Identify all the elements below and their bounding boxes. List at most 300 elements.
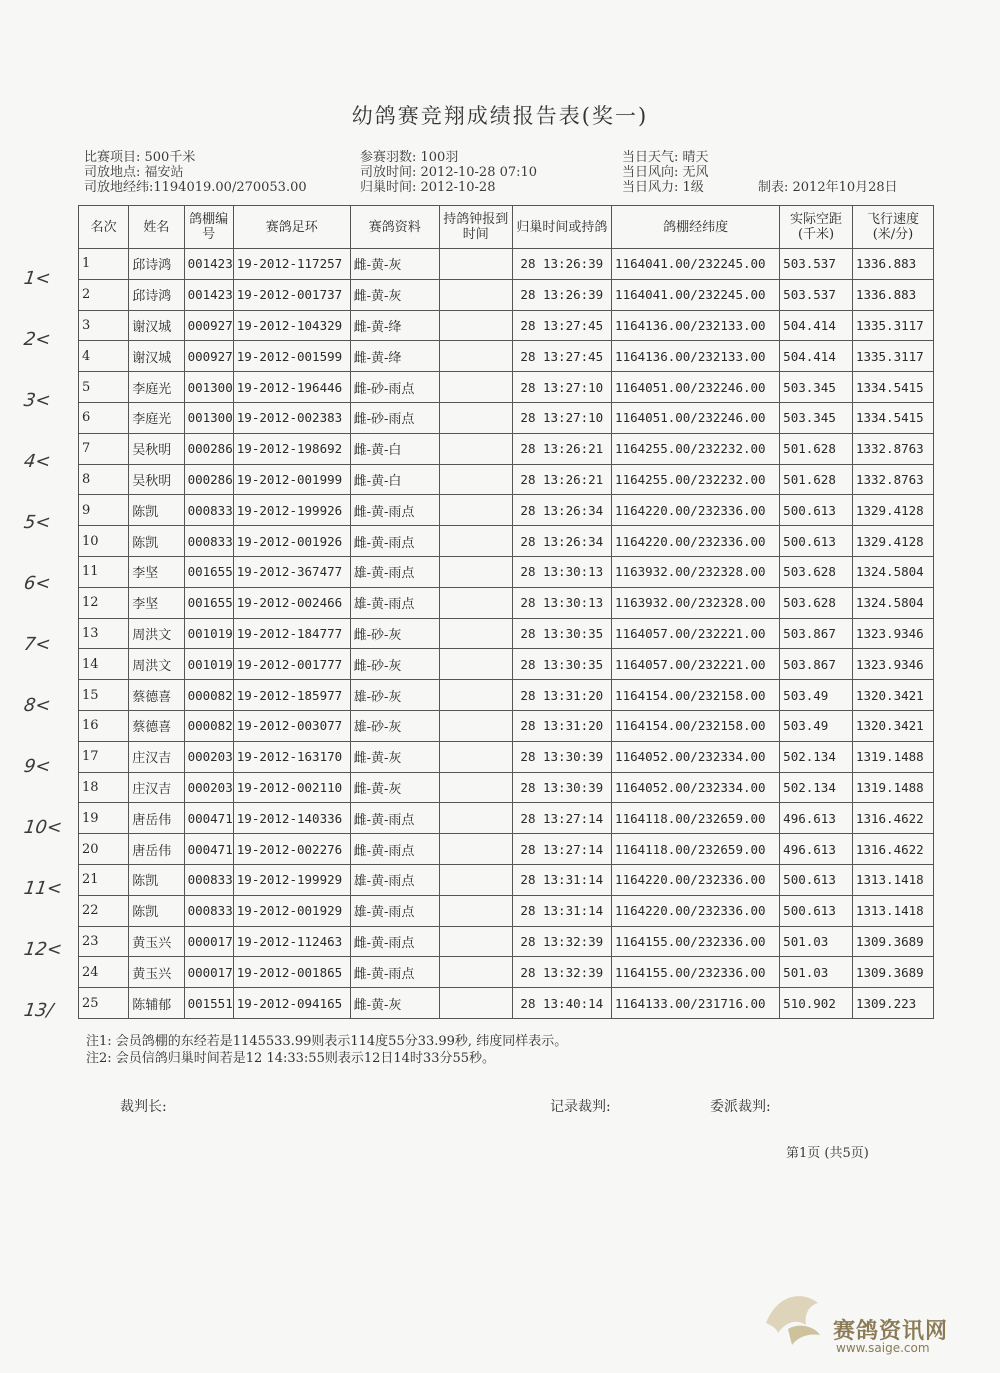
race-item: 比赛项目: 500千米 bbox=[84, 150, 196, 165]
cell-ring: 19-2012-001777 bbox=[233, 649, 350, 680]
cell-loft-no: 001655 bbox=[184, 587, 233, 618]
table-row bbox=[79, 957, 934, 988]
cell-rank: 2 bbox=[79, 279, 129, 310]
table-row bbox=[79, 341, 934, 372]
cell-distance: 500.613 bbox=[780, 864, 853, 895]
cell-speed: 1309.3689 bbox=[852, 957, 933, 988]
cell-arrival: 28 13:26:21 bbox=[512, 464, 611, 495]
meta-col3 bbox=[622, 150, 709, 195]
table-row bbox=[79, 249, 934, 280]
cell-name: 谢汉城 bbox=[129, 310, 184, 341]
cell-speed: 1323.9346 bbox=[852, 649, 933, 680]
cell-coordinates: 1164220.00/232336.00 bbox=[612, 495, 780, 526]
table-row bbox=[79, 864, 934, 895]
cell-arrival: 28 13:27:14 bbox=[512, 834, 611, 865]
cell-pigeon-info: 雌-黄-灰 bbox=[350, 772, 439, 803]
cell-distance: 503.49 bbox=[780, 680, 853, 711]
cell-clock-time bbox=[439, 310, 512, 341]
cell-loft-no: 001300 bbox=[184, 372, 233, 403]
cell-clock-time bbox=[439, 556, 512, 587]
table-row bbox=[79, 926, 934, 957]
cell-name: 谢汉城 bbox=[129, 341, 184, 372]
cell-name: 周洪文 bbox=[129, 618, 184, 649]
cell-loft-no: 000017 bbox=[184, 926, 233, 957]
cell-distance: 503.537 bbox=[780, 249, 853, 280]
header-arrival: 归巢时间或持鸽 bbox=[512, 206, 611, 249]
cell-coordinates: 1163932.00/232328.00 bbox=[612, 587, 780, 618]
entry-count: 参赛羽数: 100羽 bbox=[360, 150, 459, 165]
table-row bbox=[79, 556, 934, 587]
cell-speed: 1335.3117 bbox=[852, 341, 933, 372]
cell-speed: 1324.5804 bbox=[852, 556, 933, 587]
cell-loft-no: 000203 bbox=[184, 772, 233, 803]
cell-rank: 15 bbox=[79, 680, 129, 711]
table-row bbox=[79, 587, 934, 618]
cell-ring: 19-2012-112463 bbox=[233, 926, 350, 957]
handwritten-mark: 1< bbox=[22, 268, 53, 289]
handwritten-mark: 6< bbox=[22, 573, 53, 594]
cell-loft-no: 000082 bbox=[184, 680, 233, 711]
cell-arrival: 28 13:32:39 bbox=[512, 926, 611, 957]
cell-ring: 19-2012-001599 bbox=[233, 341, 350, 372]
cell-rank: 9 bbox=[79, 495, 129, 526]
cell-arrival: 28 13:27:45 bbox=[512, 341, 611, 372]
cell-rank: 23 bbox=[79, 926, 129, 957]
cell-clock-time bbox=[439, 372, 512, 403]
cell-name: 蔡德喜 bbox=[129, 710, 184, 741]
cell-pigeon-info: 雌-黄-灰 bbox=[350, 279, 439, 310]
cell-clock-time bbox=[439, 279, 512, 310]
cell-ring: 19-2012-199929 bbox=[233, 864, 350, 895]
table-row bbox=[79, 834, 934, 865]
header-clock-time: 持鸽钟报到时间 bbox=[439, 206, 512, 249]
cell-speed: 1324.5804 bbox=[852, 587, 933, 618]
cell-ring: 19-2012-001926 bbox=[233, 526, 350, 557]
cell-arrival: 28 13:27:45 bbox=[512, 310, 611, 341]
cell-pigeon-info: 雌-黄-灰 bbox=[350, 988, 439, 1019]
release-time: 司放时间: 2012-10-28 07:10 bbox=[360, 165, 538, 180]
cell-ring: 19-2012-117257 bbox=[233, 249, 350, 280]
cell-ring: 19-2012-163170 bbox=[233, 741, 350, 772]
cell-rank: 8 bbox=[79, 464, 129, 495]
header-name: 姓名 bbox=[129, 206, 184, 249]
cell-loft-no: 000927 bbox=[184, 310, 233, 341]
cell-name: 周洪文 bbox=[129, 649, 184, 680]
cell-coordinates: 1164154.00/232158.00 bbox=[612, 710, 780, 741]
table-row bbox=[79, 279, 934, 310]
table-row bbox=[79, 372, 934, 403]
cell-loft-no: 000471 bbox=[184, 834, 233, 865]
cell-distance: 496.613 bbox=[780, 803, 853, 834]
cell-ring: 19-2012-196446 bbox=[233, 372, 350, 403]
cell-clock-time bbox=[439, 587, 512, 618]
cell-name: 李坚 bbox=[129, 587, 184, 618]
header-pigeon-info: 赛鸽资料 bbox=[350, 206, 439, 249]
cell-name: 蔡德喜 bbox=[129, 680, 184, 711]
cell-speed: 1329.4128 bbox=[852, 495, 933, 526]
cell-arrival: 28 13:26:34 bbox=[512, 526, 611, 557]
cell-rank: 22 bbox=[79, 895, 129, 926]
cell-rank: 24 bbox=[79, 957, 129, 988]
cell-rank: 17 bbox=[79, 741, 129, 772]
cell-distance: 502.134 bbox=[780, 741, 853, 772]
cell-distance: 501.628 bbox=[780, 433, 853, 464]
cell-speed: 1320.3421 bbox=[852, 710, 933, 741]
cell-loft-no: 000286 bbox=[184, 464, 233, 495]
cell-clock-time bbox=[439, 680, 512, 711]
cell-ring: 19-2012-003077 bbox=[233, 710, 350, 741]
cell-loft-no: 001551 bbox=[184, 988, 233, 1019]
cell-rank: 20 bbox=[79, 834, 129, 865]
cell-arrival: 28 13:26:39 bbox=[512, 249, 611, 280]
wind-direction: 当日风向: 无风 bbox=[622, 165, 709, 180]
table-row bbox=[79, 680, 934, 711]
cell-pigeon-info: 雌-黄-绛 bbox=[350, 341, 439, 372]
cell-loft-no: 001423 bbox=[184, 279, 233, 310]
cell-loft-no: 000203 bbox=[184, 741, 233, 772]
cell-arrival: 28 13:31:20 bbox=[512, 710, 611, 741]
cell-rank: 6 bbox=[79, 402, 129, 433]
cell-loft-no: 001019 bbox=[184, 618, 233, 649]
cell-name: 庄汉吉 bbox=[129, 741, 184, 772]
cell-distance: 501.03 bbox=[780, 926, 853, 957]
cell-rank: 18 bbox=[79, 772, 129, 803]
cell-speed: 1320.3421 bbox=[852, 680, 933, 711]
cell-coordinates: 1164052.00/232334.00 bbox=[612, 772, 780, 803]
cell-speed: 1332.8763 bbox=[852, 433, 933, 464]
cell-loft-no: 000833 bbox=[184, 895, 233, 926]
cell-coordinates: 1164118.00/232659.00 bbox=[612, 834, 780, 865]
cell-coordinates: 1164220.00/232336.00 bbox=[612, 526, 780, 557]
made-date: 制表: 2012年10月28日 bbox=[758, 180, 898, 195]
cell-distance: 504.414 bbox=[780, 310, 853, 341]
table-row bbox=[79, 895, 934, 926]
header-loft-no: 鸽棚编号 bbox=[184, 206, 233, 249]
cell-coordinates: 1164057.00/232221.00 bbox=[612, 649, 780, 680]
cell-arrival: 28 13:40:14 bbox=[512, 988, 611, 1019]
cell-name: 吴秋明 bbox=[129, 464, 184, 495]
table-header-row bbox=[79, 206, 934, 249]
cell-distance: 503.49 bbox=[780, 710, 853, 741]
cell-ring: 19-2012-002110 bbox=[233, 772, 350, 803]
cell-name: 唐岳伟 bbox=[129, 834, 184, 865]
cell-loft-no: 000833 bbox=[184, 495, 233, 526]
cell-clock-time bbox=[439, 464, 512, 495]
header-coordinates: 鸽棚经纬度 bbox=[612, 206, 780, 249]
cell-clock-time bbox=[439, 803, 512, 834]
cell-name: 吴秋明 bbox=[129, 433, 184, 464]
cell-rank: 19 bbox=[79, 803, 129, 834]
meta-col2 bbox=[360, 150, 537, 195]
cell-name: 李庭光 bbox=[129, 402, 184, 433]
cell-rank: 12 bbox=[79, 587, 129, 618]
cell-coordinates: 1164154.00/232158.00 bbox=[612, 680, 780, 711]
cell-pigeon-info: 雌-黄-灰 bbox=[350, 249, 439, 280]
table-row bbox=[79, 433, 934, 464]
handwritten-mark: 3< bbox=[22, 390, 53, 411]
cell-ring: 19-2012-185977 bbox=[233, 680, 350, 711]
cell-rank: 5 bbox=[79, 372, 129, 403]
cell-ring: 19-2012-001737 bbox=[233, 279, 350, 310]
release-location: 司放地点: 福安站 bbox=[84, 165, 184, 180]
cell-speed: 1335.3117 bbox=[852, 310, 933, 341]
cell-ring: 19-2012-367477 bbox=[233, 556, 350, 587]
cell-clock-time bbox=[439, 957, 512, 988]
cell-speed: 1309.223 bbox=[852, 988, 933, 1019]
table-row bbox=[79, 495, 934, 526]
table-row bbox=[79, 649, 934, 680]
cell-speed: 1336.883 bbox=[852, 249, 933, 280]
page-title: 幼鸽赛竞翔成绩报告表(奖一) bbox=[351, 104, 649, 128]
cell-coordinates: 1164133.00/231716.00 bbox=[612, 988, 780, 1019]
cell-clock-time bbox=[439, 834, 512, 865]
cell-speed: 1316.4622 bbox=[852, 803, 933, 834]
cell-ring: 19-2012-002466 bbox=[233, 587, 350, 618]
table-row bbox=[79, 772, 934, 803]
cell-name: 唐岳伟 bbox=[129, 803, 184, 834]
cell-ring: 19-2012-001865 bbox=[233, 957, 350, 988]
cell-arrival: 28 13:31:14 bbox=[512, 864, 611, 895]
header-rank: 名次 bbox=[79, 206, 129, 249]
cell-clock-time bbox=[439, 433, 512, 464]
watermark-url: www.saige.com bbox=[836, 1341, 930, 1355]
cell-distance: 503.537 bbox=[780, 279, 853, 310]
weather: 当日天气: 晴天 bbox=[622, 150, 709, 165]
cell-clock-time bbox=[439, 926, 512, 957]
cell-pigeon-info: 雌-黄-雨点 bbox=[350, 803, 439, 834]
cell-pigeon-info: 雌-黄-雨点 bbox=[350, 957, 439, 988]
cell-name: 陈凯 bbox=[129, 526, 184, 557]
handwritten-mark: 12< bbox=[22, 939, 64, 960]
cell-speed: 1313.1418 bbox=[852, 864, 933, 895]
note-1: 注1: 会员鸽棚的东经若是1145533.99则表示114度55分33.99秒, 纬度同样表示。 bbox=[86, 1034, 568, 1049]
recorder-judge-label: 记录裁判: bbox=[550, 1099, 611, 1115]
cell-distance: 500.613 bbox=[780, 495, 853, 526]
cell-distance: 500.613 bbox=[780, 895, 853, 926]
cell-pigeon-info: 雌-黄-灰 bbox=[350, 741, 439, 772]
cell-name: 庄汉吉 bbox=[129, 772, 184, 803]
cell-coordinates: 1164057.00/232221.00 bbox=[612, 618, 780, 649]
cell-pigeon-info: 雌-黄-雨点 bbox=[350, 926, 439, 957]
cell-ring: 19-2012-104329 bbox=[233, 310, 350, 341]
cell-pigeon-info: 雌-黄-白 bbox=[350, 433, 439, 464]
cell-pigeon-info: 雄-黄-雨点 bbox=[350, 895, 439, 926]
handwritten-mark: 11< bbox=[22, 878, 64, 899]
cell-rank: 4 bbox=[79, 341, 129, 372]
cell-ring: 19-2012-001999 bbox=[233, 464, 350, 495]
cell-distance: 496.613 bbox=[780, 834, 853, 865]
return-time: 归巢时间: 2012-10-28 bbox=[360, 180, 496, 195]
cell-rank: 25 bbox=[79, 988, 129, 1019]
handwritten-mark: 13/ bbox=[22, 1000, 55, 1021]
cell-distance: 504.414 bbox=[780, 341, 853, 372]
table-row bbox=[79, 310, 934, 341]
watermark-name: 赛鸽资讯网 bbox=[833, 1319, 949, 1344]
cell-arrival: 28 13:31:14 bbox=[512, 895, 611, 926]
cell-clock-time bbox=[439, 895, 512, 926]
cell-pigeon-info: 雌-黄-雨点 bbox=[350, 495, 439, 526]
cell-ring: 19-2012-198692 bbox=[233, 433, 350, 464]
cell-ring: 19-2012-002276 bbox=[233, 834, 350, 865]
cell-name: 邱诗鸿 bbox=[129, 249, 184, 280]
cell-name: 陈凯 bbox=[129, 895, 184, 926]
cell-rank: 1 bbox=[79, 249, 129, 280]
cell-arrival: 28 13:32:39 bbox=[512, 957, 611, 988]
cell-speed: 1316.4622 bbox=[852, 834, 933, 865]
cell-ring: 19-2012-002383 bbox=[233, 402, 350, 433]
cell-speed: 1334.5415 bbox=[852, 372, 933, 403]
table-row bbox=[79, 988, 934, 1019]
cell-name: 邱诗鸿 bbox=[129, 279, 184, 310]
release-coordinates: 司放地经纬:1194019.00/270053.00 bbox=[84, 180, 307, 195]
cell-distance: 501.628 bbox=[780, 464, 853, 495]
cell-clock-time bbox=[439, 710, 512, 741]
cell-arrival: 28 13:30:39 bbox=[512, 772, 611, 803]
cell-coordinates: 1164155.00/232336.00 bbox=[612, 926, 780, 957]
cell-loft-no: 001655 bbox=[184, 556, 233, 587]
table-row bbox=[79, 803, 934, 834]
cell-clock-time bbox=[439, 618, 512, 649]
cell-coordinates: 1164155.00/232336.00 bbox=[612, 957, 780, 988]
cell-pigeon-info: 雌-砂-雨点 bbox=[350, 372, 439, 403]
header-distance: 实际空距(千米) bbox=[780, 206, 853, 249]
table-row bbox=[79, 526, 934, 557]
cell-distance: 503.628 bbox=[780, 587, 853, 618]
cell-name: 李坚 bbox=[129, 556, 184, 587]
cell-speed: 1329.4128 bbox=[852, 526, 933, 557]
cell-speed: 1319.1488 bbox=[852, 772, 933, 803]
cell-ring: 19-2012-094165 bbox=[233, 988, 350, 1019]
handwritten-mark: 10< bbox=[22, 817, 64, 838]
cell-coordinates: 1163932.00/232328.00 bbox=[612, 556, 780, 587]
cell-loft-no: 000017 bbox=[184, 957, 233, 988]
table-row bbox=[79, 618, 934, 649]
cell-distance: 503.345 bbox=[780, 402, 853, 433]
cell-clock-time bbox=[439, 772, 512, 803]
cell-clock-time bbox=[439, 526, 512, 557]
cell-loft-no: 001300 bbox=[184, 402, 233, 433]
cell-pigeon-info: 雄-黄-雨点 bbox=[350, 587, 439, 618]
cell-arrival: 28 13:30:35 bbox=[512, 618, 611, 649]
cell-rank: 14 bbox=[79, 649, 129, 680]
note-2: 注2: 会员信鸽归巢时间若是12 14:33:55则表示12日14时33分55秒。 bbox=[86, 1051, 496, 1066]
handwritten-mark: 7< bbox=[22, 634, 53, 655]
delegate-judge-label: 委派裁判: bbox=[710, 1099, 771, 1115]
cell-pigeon-info: 雌-砂-灰 bbox=[350, 618, 439, 649]
cell-coordinates: 1164052.00/232334.00 bbox=[612, 741, 780, 772]
cell-distance: 503.867 bbox=[780, 649, 853, 680]
cell-speed: 1319.1488 bbox=[852, 741, 933, 772]
cell-ring: 19-2012-184777 bbox=[233, 618, 350, 649]
handwritten-mark: 4< bbox=[22, 451, 53, 472]
cell-distance: 503.867 bbox=[780, 618, 853, 649]
handwritten-mark: 2< bbox=[22, 329, 53, 350]
table-row bbox=[79, 741, 934, 772]
cell-clock-time bbox=[439, 249, 512, 280]
cell-loft-no: 000082 bbox=[184, 710, 233, 741]
header-ring: 赛鸽足环 bbox=[233, 206, 350, 249]
cell-pigeon-info: 雌-黄-雨点 bbox=[350, 526, 439, 557]
cell-name: 陈辅郁 bbox=[129, 988, 184, 1019]
cell-clock-time bbox=[439, 495, 512, 526]
cell-distance: 503.345 bbox=[780, 372, 853, 403]
cell-arrival: 28 13:30:13 bbox=[512, 556, 611, 587]
cell-loft-no: 000833 bbox=[184, 864, 233, 895]
cell-arrival: 28 13:31:20 bbox=[512, 680, 611, 711]
cell-pigeon-info: 雄-黄-雨点 bbox=[350, 864, 439, 895]
cell-ring: 19-2012-140336 bbox=[233, 803, 350, 834]
cell-distance: 503.628 bbox=[780, 556, 853, 587]
cell-rank: 10 bbox=[79, 526, 129, 557]
cell-rank: 3 bbox=[79, 310, 129, 341]
wind-force: 当日风力: 1级 bbox=[622, 180, 704, 195]
cell-coordinates: 1164136.00/232133.00 bbox=[612, 341, 780, 372]
cell-arrival: 28 13:26:34 bbox=[512, 495, 611, 526]
chief-judge-label: 裁判长: bbox=[120, 1099, 167, 1115]
cell-coordinates: 1164220.00/232336.00 bbox=[612, 864, 780, 895]
cell-clock-time bbox=[439, 988, 512, 1019]
cell-speed: 1336.883 bbox=[852, 279, 933, 310]
notes bbox=[86, 1033, 567, 1067]
cell-clock-time bbox=[439, 864, 512, 895]
handwritten-mark: 9< bbox=[22, 756, 53, 777]
cell-rank: 11 bbox=[79, 556, 129, 587]
cell-arrival: 28 13:26:39 bbox=[512, 279, 611, 310]
cell-coordinates: 1164220.00/232336.00 bbox=[612, 895, 780, 926]
cell-loft-no: 000927 bbox=[184, 341, 233, 372]
cell-speed: 1309.3689 bbox=[852, 926, 933, 957]
cell-arrival: 28 13:27:14 bbox=[512, 803, 611, 834]
cell-clock-time bbox=[439, 649, 512, 680]
cell-pigeon-info: 雄-砂-灰 bbox=[350, 710, 439, 741]
cell-loft-no: 000471 bbox=[184, 803, 233, 834]
cell-speed: 1323.9346 bbox=[852, 618, 933, 649]
cell-clock-time bbox=[439, 741, 512, 772]
meta-col1 bbox=[84, 150, 307, 195]
cell-speed: 1334.5415 bbox=[852, 402, 933, 433]
cell-loft-no: 001019 bbox=[184, 649, 233, 680]
cell-name: 黄玉兴 bbox=[129, 957, 184, 988]
cell-coordinates: 1164118.00/232659.00 bbox=[612, 803, 780, 834]
cell-coordinates: 1164255.00/232232.00 bbox=[612, 464, 780, 495]
cell-clock-time bbox=[439, 402, 512, 433]
cell-arrival: 28 13:27:10 bbox=[512, 372, 611, 403]
table-row bbox=[79, 710, 934, 741]
cell-arrival: 28 13:27:10 bbox=[512, 402, 611, 433]
cell-name: 黄玉兴 bbox=[129, 926, 184, 957]
cell-coordinates: 1164051.00/232246.00 bbox=[612, 372, 780, 403]
cell-arrival: 28 13:30:13 bbox=[512, 587, 611, 618]
cell-coordinates: 1164051.00/232246.00 bbox=[612, 402, 780, 433]
cell-arrival: 28 13:30:35 bbox=[512, 649, 611, 680]
cell-pigeon-info: 雌-砂-灰 bbox=[350, 649, 439, 680]
cell-arrival: 28 13:30:39 bbox=[512, 741, 611, 772]
cell-name: 李庭光 bbox=[129, 372, 184, 403]
cell-name: 陈凯 bbox=[129, 864, 184, 895]
cell-coordinates: 1164041.00/232245.00 bbox=[612, 249, 780, 280]
cell-pigeon-info: 雌-砂-雨点 bbox=[350, 402, 439, 433]
cell-pigeon-info: 雌-黄-绛 bbox=[350, 310, 439, 341]
results-table bbox=[78, 205, 934, 1019]
handwritten-mark: 5< bbox=[22, 512, 53, 533]
cell-pigeon-info: 雌-黄-白 bbox=[350, 464, 439, 495]
cell-distance: 502.134 bbox=[780, 772, 853, 803]
cell-arrival: 28 13:26:21 bbox=[512, 433, 611, 464]
cell-speed: 1332.8763 bbox=[852, 464, 933, 495]
cell-coordinates: 1164041.00/232245.00 bbox=[612, 279, 780, 310]
cell-rank: 13 bbox=[79, 618, 129, 649]
cell-loft-no: 001423 bbox=[184, 249, 233, 280]
